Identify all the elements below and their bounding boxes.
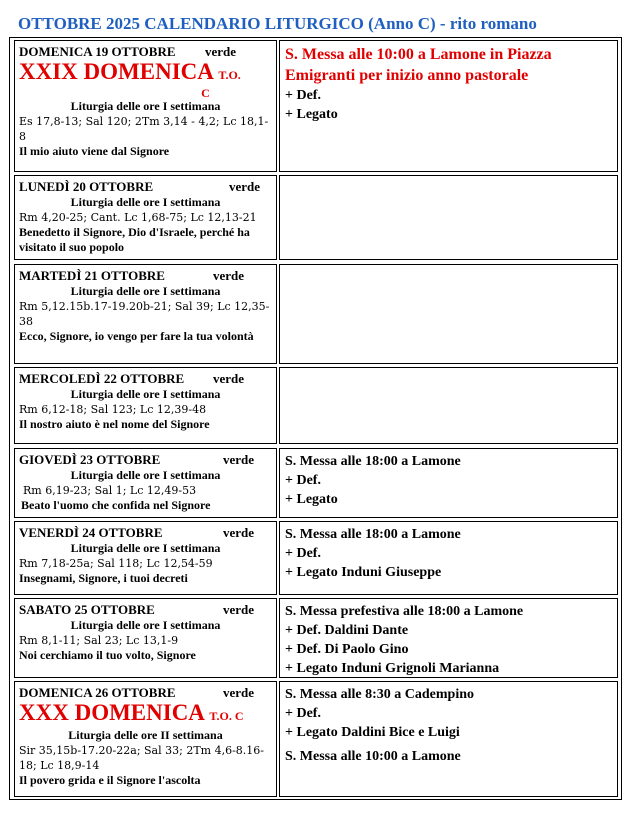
event-line: + Def. [285,88,321,103]
readings: Rm 6,12-18; Sal 123; Lc 12,39-48 [19,403,207,416]
readings: Rm 7,18-25a; Sal 118; Lc 12,54-59 [19,557,213,570]
event-line: + Legato [285,107,338,122]
event-line: S. Messa alle 10:00 a Lamone [285,749,461,764]
events-cell [279,598,618,678]
day-info-cell [14,264,277,364]
day-info-cell [14,367,277,444]
event-line: S. Messa prefestiva alle 18:00 a Lamone [285,604,524,619]
event-line: Emigranti per inizio anno pastorale [285,67,529,84]
psalm-antiphon: Insegnami, Signore, i tuoi decreti [19,571,188,585]
events-cell [279,40,618,172]
day-row [14,681,618,797]
event-line: + Def. [285,706,321,721]
feast-title: XXX DOMENICA [19,700,204,725]
events-cell [279,681,618,797]
day-row [14,448,618,518]
day-label: DOMENICA 19 OTTOBRE [19,44,176,59]
liturgy-week: Liturgia delle ore I settimana [70,99,221,113]
day-row [14,521,618,595]
day-info-cell [14,521,277,595]
events-cell [279,367,618,444]
psalm-antiphon: Ecco, Signore, io vengo per fare la tua volontà [19,329,254,343]
liturgical-color: verde [223,525,255,540]
liturgical-color: verde [205,44,237,59]
liturgy-week: Liturgia delle ore II settimana [68,728,223,742]
day-info-cell [14,598,277,678]
event-line: + Legato Induni Giuseppe [285,565,442,580]
event-line: + Legato Daldini Bice e Luigi [285,725,460,740]
feast-title: XXIX DOMENICA [19,59,213,84]
event-line: S. Messa alle 18:00 a Lamone [285,527,461,542]
events-cell [279,521,618,595]
liturgical-color: verde [223,685,255,700]
day-row [14,367,618,444]
readings: Rm 6,19-23; Sal 1; Lc 12,49-53 [23,484,197,497]
anno-label: C [201,86,210,100]
day-label: DOMENICA 26 OTTOBRE [19,685,176,700]
liturgical-color: verde [213,371,245,386]
psalm-antiphon: Il mio aiuto viene dal Signore [19,144,170,158]
liturgical-color: verde [229,179,261,194]
day-info-cell [14,448,277,518]
day-row [14,175,618,260]
day-label: GIOVEDÌ 23 OTTOBRE [19,452,161,467]
day-info-cell [14,175,277,260]
readings: Sir 35,15b-17.20-22a; Sal 33; 2Tm 4,6-8.16-18; Lc 18,9-14 [19,744,265,772]
event-line: + Legato Induni Grignoli Marianna [285,661,500,676]
event-line: S. Messa alle 8:30 a Cadempino [285,687,474,702]
events-cell [279,264,618,364]
page-title: OTTOBRE 2025 CALENDARIO LITURGICO (Anno C) - rito romano [18,14,537,33]
psalm-antiphon: Il povero grida e il Signore l'ascolta [19,773,201,787]
day-label: LUNEDÌ 20 OTTOBRE [19,179,154,194]
event-line: + Def. [285,546,321,561]
tempo-ordinario-label: T.O. C [209,709,244,723]
events-cell [279,448,618,518]
liturgical-color: verde [223,602,255,617]
event-line: + Legato [285,492,338,507]
liturgical-color: verde [213,268,245,283]
readings: Rm 5,12.15b.17-19.20b-21; Sal 39; Lc 12,35-38 [19,300,270,328]
readings: Rm 4,20-25; Cant. Lc 1,68-75; Lc 12,13-21 [19,211,257,224]
liturgy-week: Liturgia delle ore I settimana [70,468,221,482]
event-line: + Def. Daldini Dante [285,623,409,638]
event-line: S. Messa alle 10:00 a Lamone in Piazza [285,46,552,63]
day-label: VENERDÌ 24 OTTOBRE [19,525,163,540]
liturgy-week: Liturgia delle ore I settimana [70,618,221,632]
day-info-cell [14,40,277,172]
readings: Rm 8,1-11; Sal 23; Lc 13,1-9 [19,634,179,647]
day-row [14,598,618,678]
day-label: MARTEDÌ 21 OTTOBRE [19,268,165,283]
liturgical-color: verde [223,452,255,467]
event-line: + Def. Di Paolo Gino [285,642,409,657]
day-info-cell [14,681,277,797]
day-label: MERCOLEDÌ 22 OTTOBRE [19,371,185,386]
liturgy-week: Liturgia delle ore I settimana [70,195,221,209]
tempo-ordinario-label: T.O. [218,68,241,82]
day-label: SABATO 25 OTTOBRE [19,602,155,617]
psalm-antiphon: Benedetto il Signore, Dio d'Israele, perché ha visitato il suo popolo [19,225,250,254]
day-row [14,40,618,172]
event-line: + Def. [285,473,321,488]
psalm-antiphon: Beato l'uomo che confida nel Signore [21,498,211,512]
readings: Es 17,8-13; Sal 120; 2Tm 3,14 - 4,2; Lc 18,1-8 [19,115,269,143]
liturgy-week: Liturgia delle ore I settimana [70,541,221,555]
psalm-antiphon: Il nostro aiuto è nel nome del Signore [19,417,210,431]
events-cell [279,175,618,260]
day-row [14,264,618,364]
liturgy-week: Liturgia delle ore I settimana [70,387,221,401]
liturgy-week: Liturgia delle ore I settimana [70,284,221,298]
event-line: S. Messa alle 18:00 a Lamone [285,454,461,469]
psalm-antiphon: Noi cerchiamo il tuo volto, Signore [19,648,196,662]
